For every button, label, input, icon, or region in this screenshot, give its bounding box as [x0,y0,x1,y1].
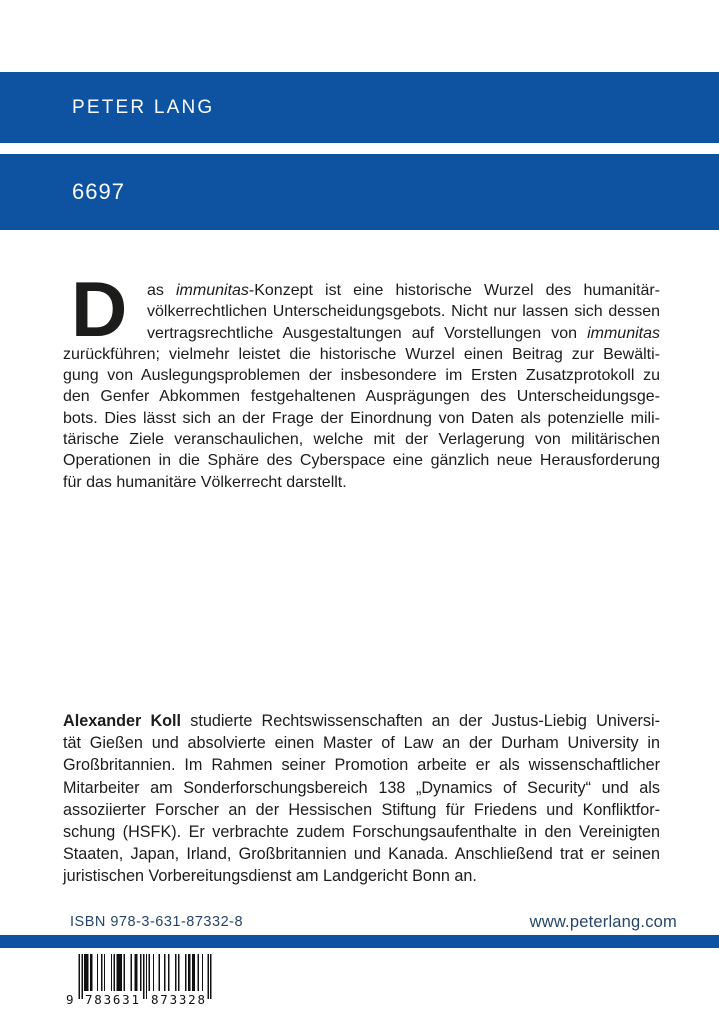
barcode-bar [178,954,179,991]
text-line: juristischen Vorbereitungsdienst am Landgericht Bonn an. [63,867,477,886]
barcode-bar [140,954,141,991]
barcode-bar [143,954,144,999]
barcode-bar [185,954,186,991]
series-band [0,154,719,230]
publisher-website: www.peterlang.com [529,912,677,931]
text-line: für das humanitäre Völkerrecht darstellt. [63,473,347,491]
text-line: Staaten, Japan, Irland, Großbritannien und Kanada. Anschließend trat er seinen [63,845,660,864]
footer-row [0,908,719,936]
text-line: bots. Dies lässt sich an der Frage der Einordnung von Daten als potenzielle mili- [63,409,660,427]
text-line: schung (HSFK). Er verbrachte zudem Forschungsaufenthalte in den Vereinigten [63,823,660,842]
text-line: Operationen in die Sphäre des Cyberspace eine gänzlich neue Herausforderung [63,452,660,470]
barcode-bar [101,954,102,991]
barcode-bar [111,954,112,991]
footer-divider-band [0,935,719,948]
barcode-bar [81,954,82,999]
author-bio-lines [63,710,660,888]
barcode-bar [198,954,199,991]
barcode-bar [210,954,211,999]
barcode-bar [97,954,98,991]
text-line: zurückführen; vielmehr leistet die historische Wurzel einen Beitrag zur Bewälti- [63,345,660,363]
blurb-paragraph [63,265,661,493]
barcode-bar [135,954,138,991]
barcode-bar [123,954,124,991]
barcode-bar [168,954,169,991]
text-line: Mitarbeiter am Sonderforschungsbereich 138 „Dynamics of Security“ und als [63,778,660,797]
barcode-svg [66,954,212,1006]
barcode-bar [153,954,154,991]
barcode-bar [149,954,150,991]
text-line: assoziierter Forscher an der Hessischen Stiftung für Friedens und Konfliktfor- [63,800,660,819]
barcode-right-digits: 873328 [151,992,205,1006]
isbn-label: ISBN 978-3-631-87332-8 [70,914,244,930]
barcode-bar [116,954,122,991]
barcode-left-digits: 783631 [85,992,139,1006]
barcode-bar [164,954,165,991]
barcode-bar [79,954,80,999]
text-line: gung von Auslegungsproblemen der insbesondere im Ersten Zusatzprotokoll zu [63,367,660,385]
barcode-bar [104,954,105,991]
barcode-bar [146,954,147,999]
author-bio-paragraph [63,710,660,888]
barcode-bar [188,954,191,991]
barcode-bar [130,954,131,991]
barcode-bar [158,954,159,991]
barcode-bar [192,954,195,991]
text-line: Alexander Koll studierte Rechtswissenschaften an der Justus-Liebig Universi- [63,712,660,730]
barcode-bar [114,954,115,991]
text-line: tärische Ziele veranschaulichen, welche mit der Verlagerung von militärischen [63,431,660,449]
barcode-bar [84,954,88,991]
text-line: völkerrechtlichen Unterscheidungsgebots. Nicht nur lassen sich dessen [147,303,660,321]
barcode-bar [202,954,203,991]
publisher-name: PETER LANG [72,96,215,118]
text-line: tät Gießen und absolvierte einen Master of Law an der Durham University in [63,734,660,753]
barcode-bar [175,954,176,991]
barcode [66,954,212,1011]
drop-cap: D [71,265,128,353]
publisher-band [0,72,719,143]
barcode-bar [90,954,93,991]
text-line: as immunitas-Konzept ist eine historische Wurzel des humanitär- [147,282,661,299]
blurb-lines [63,280,660,493]
text-line: Großbritannien. Im Rahmen seiner Promotion arbeite er als wissenschaftlicher [63,756,660,775]
text-line: vertragsrechtliche Ausgestaltungen auf Vorstellungen von immunitas [147,324,660,342]
barcode-bar [207,954,208,999]
barcode-first-digit: 9 [66,992,74,1006]
text-line: den Genfer Abkommen festgehaltenen Ausprägungen des Unterscheidungsge- [63,388,660,406]
series-number: 6697 [72,179,125,204]
